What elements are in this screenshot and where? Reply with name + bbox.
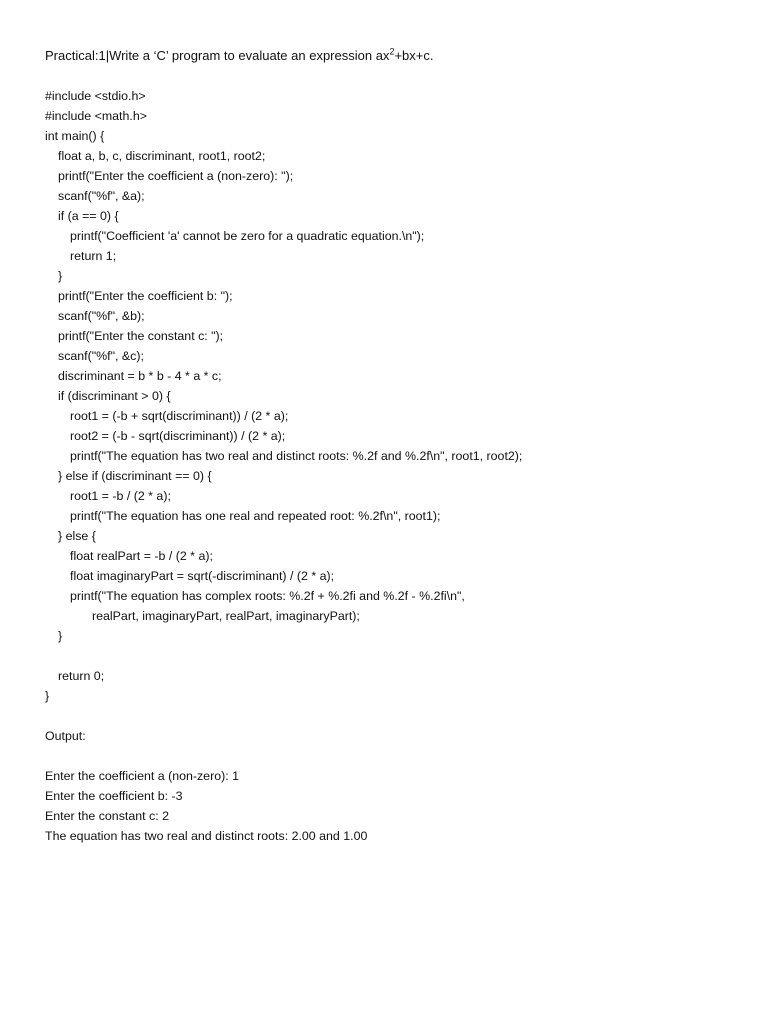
code-line: int main() { [45,129,105,143]
practical-title [45,46,433,66]
code-line: } [45,689,50,703]
code-line: realPart, imaginaryPart, realPart, imaginaryPart); [92,609,360,623]
code-line: } [58,629,63,643]
output-line: Enter the constant c: 2 [45,809,169,823]
output-block [45,766,367,846]
code-line: root2 = (-b - sqrt(discriminant)) / (2 * a); [70,429,286,443]
code-line: root1 = -b / (2 * a); [70,489,171,503]
code-line: printf("The equation has complex roots: %.2f + %.2fi and %.2f - %.2fi\n", [70,589,465,603]
code-line: scanf("%f", &a); [58,189,145,203]
code-line: #include <stdio.h> [45,89,146,103]
code-line: return 0; [58,669,105,683]
code-line: if (discriminant > 0) { [58,389,171,403]
title-superscript: 2 [389,46,395,57]
code-line: float imaginaryPart = sqrt(-discriminant) / (2 * a); [70,569,335,583]
code-line: } else { [58,529,96,543]
code-line: printf("Coefficient 'a' cannot be zero for a quadratic equation.\n"); [70,229,425,243]
code-line: float a, b, c, discriminant, root1, root2; [58,149,266,163]
title-suffix: +bx+c. [394,48,434,63]
code-line: #include <math.h> [45,109,147,123]
code-line: scanf("%f", &b); [58,309,145,323]
code-line: scanf("%f", &c); [58,349,144,363]
code-line: printf("The equation has two real and distinct roots: %.2f and %.2f\n", root1, root2); [70,449,523,463]
blank-line [45,646,745,666]
code-line: } [58,269,63,283]
code-line: return 1; [70,249,117,263]
output-heading: Output: [45,729,86,743]
code-line: if (a == 0) { [58,209,119,223]
title-prefix: Practical:1|Write a ‘C’ program to evaluate an expression ax [45,48,390,63]
code-line: } else if (discriminant == 0) { [58,469,212,483]
code-line: printf("Enter the coefficient b: "); [58,289,233,303]
output-line: Enter the coefficient a (non-zero): 1 [45,769,239,783]
output-line: The equation has two real and distinct roots: 2.00 and 1.00 [45,829,368,843]
code-line: discriminant = b * b - 4 * a * c; [58,369,222,383]
code-line: printf("Enter the constant c: "); [58,329,224,343]
code-block [45,86,745,706]
code-line: printf("Enter the coefficient a (non-zero): "); [58,169,294,183]
output-line: Enter the coefficient b: -3 [45,789,183,803]
code-line: printf("The equation has one real and repeated root: %.2f\n", root1); [70,509,441,523]
code-line: root1 = (-b + sqrt(discriminant)) / (2 * a); [70,409,289,423]
code-line: float realPart = -b / (2 * a); [70,549,213,563]
